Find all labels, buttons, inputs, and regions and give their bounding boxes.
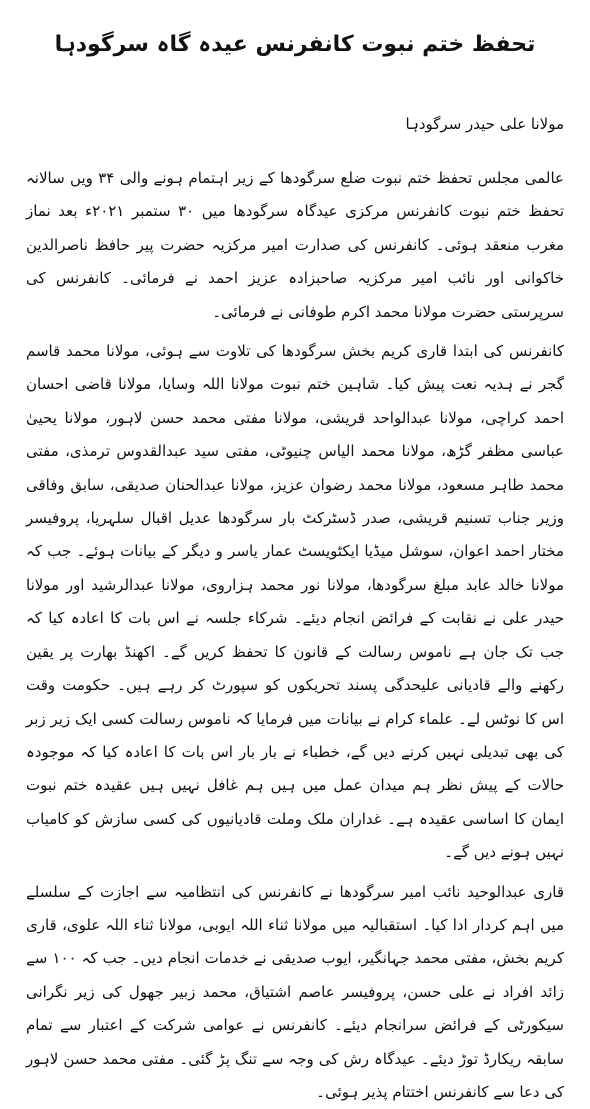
article-body xyxy=(26,162,564,1109)
article-title: تحفظ ختم نبوت کانفرنس عیدہ گاہ سرگودہا xyxy=(54,32,536,57)
article-author: مولانا علی حیدر سرگودہا xyxy=(405,115,564,133)
article-paragraph-1: عالمی مجلس تحفظ ختم نبوت ضلع سرگودھا کے زیر اہتمام ہونے والی ۳۴ ویں سالانہ تحفظ ختم نبوت کانفرنس مرکزی عیدگاہ سرگودھا میں ۳۰ ستمبر ۲۰۲۱ء بعد نماز مغرب منعقد ہوئی۔ کانفرنس کی صدارت امیر مرکزیہ حضرت پیر حافظ ناصرالدین خاکوانی اور نائب امیر مرکزیہ صاحبزادہ عزیز احمد نے فرمائی۔ کانفرنس کی سرپرستی حضرت مولانا محمد اکرم طوفانی نے فرمائی۔ xyxy=(26,169,564,321)
article-paragraph-3: قاری عبدالوحید نائب امیر سرگودھا نے کانفرنس کی انتظامیہ سے اجازت کے سلسلے میں اہم کردار ادا کیا۔ استقبالیہ میں مولانا ثناء اللہ ایوبی، مولانا ثناء اللہ علوی، قاری کریم بخش، مفتی محمد جہانگیر، ایوب صدیقی نے خدمات انجام دیں۔ جب کہ ۱۰۰ سے زائد افراد نے علی حسن، پروفیسر عاصم اشتیاق، محمد زبیر جھول کی زیر نگرانی سیکورٹی کے فرائض سرانجام دیئے۔ کانفرنس نے عوامی شرکت کے اعتبار سے تمام سابقہ ریکارڈ توڑ دیئے۔ عیدگاہ رش کی وجہ سے تنگ پڑ گئی۔ مفتی محمد حسن لاہور کی دعا سے کانفرنس اختتام پذیر ہوئی۔ xyxy=(26,882,564,1101)
article-paragraph-2: کانفرنس کی ابتدا قاری کریم بخش سرگودھا کی تلاوت سے ہوئی، مولانا محمد قاسم گجر نے ہدیہ نعت پیش کیا۔ شاہین ختم نبوت مولانا اللہ وسایا، مولانا قاضی احسان احمد کراچی، مولانا عبدالواحد قریشی، مولانا مفتی محمد حسن لاہور، مولانا یحییٰ عباسی مظفر گڑھ، مولانا محمد الیاس چنیوٹی، مفتی سید عبدالقدوس ترمذی، مفتی محمد طاہر مسعود، مولانا محمد رضوان عزیز، مولانا عبدالحنان صدیقی، سابق وفاقی وزیر جناب تسنیم قریشی، صدر ڈسٹرکٹ بار سرگودھا عدیل اقبال سلہریا، پروفیسر مختار احمد اعوان، سوشل میڈیا ایکٹویسٹ عمار یاسر و دیگر کے بیانات ہوئے۔ جب کہ مولانا خالد عابد مبلغ سرگودھا، مولانا نور محمد ہزاروی، مولانا عبدالرشید اور مولانا حیدر علی نے نقابت کے فرائض انجام دیئے۔ شرکاء جلسہ نے اس بات کا اعادہ کیا کہ جب تک جان ہے ناموس رسالت کے قانون کا تحفظ کریں گے۔ اکھنڈ بھارت پر یقین رکھنے والے قادیانی علیحدگی پسند تحریکوں کو سپورٹ کر رہے ہیں۔ حکومت وقت اس کا نوٹس لے۔ علماء کرام نے بیانات میں فرمایا کہ ناموس رسالت کسی ایک زیر زبر کی بھی تبدیلی نہیں کرنے دیں گے، خطباء نے بار بار اس بات کا اعادہ کیا کہ موجودہ حالات کے پیش نظر ہم میدان عمل میں ہیں ہم غافل نہیں ہیں عقیدہ ختم نبوت ایمان کا اساسی عقیدہ ہے۔ غداران ملک وملت قادیانیوں کی کسی سازش کو کامیاب نہیں ہونے دیں گے۔ xyxy=(26,342,564,862)
